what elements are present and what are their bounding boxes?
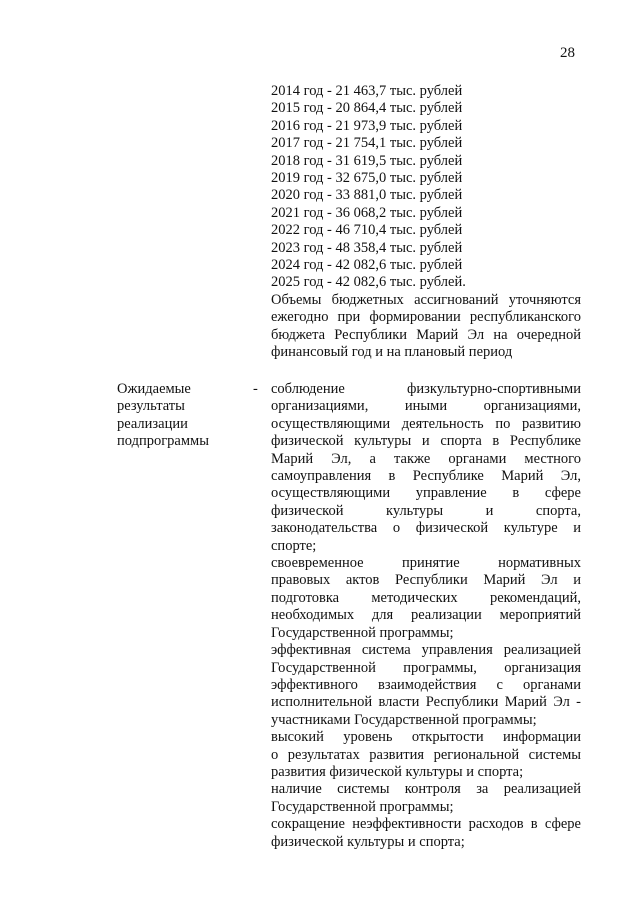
funding-note-line: ежегодно при формировании республиканского: [271, 309, 581, 326]
funding-year-line: 2016 год - 21 973,9 тыс. рублей: [271, 117, 463, 134]
funding-year-line: 2017 год - 21 754,1 тыс. рублей: [271, 135, 463, 152]
funding-year-line: 2014 год - 21 463,7 тыс. рублей: [271, 83, 463, 99]
funding-year-line: 2018 год - 31 619,5 тыс. рублей: [271, 152, 463, 169]
results-line: сокращение неэффективности расходов в сфере: [271, 816, 581, 833]
results-line: эффективная система управления реализацией: [271, 642, 581, 659]
funding-note-line: бюджета Республики Марий Эл на очередной: [271, 326, 581, 343]
funding-year-line: 2025 год - 42 082,6 тыс. рублей.: [271, 274, 466, 291]
results-line: правовых актов Республики Марий Эл и: [271, 572, 581, 589]
funding-year-line: 2019 год - 32 675,0 тыс. рублей: [271, 170, 463, 187]
results-line: эффективного взаимодействия с органами: [271, 676, 581, 693]
label-dash: -: [253, 381, 258, 397]
results-line: физической культуры и спорта в Республике: [271, 433, 581, 450]
results-line: своевременное принятие нормативных: [271, 555, 581, 572]
expected-results-text: [271, 381, 581, 851]
funding-year-line: 2021 год - 36 068,2 тыс. рублей: [271, 204, 463, 221]
results-line: осуществляющими управление в сфере: [271, 485, 581, 502]
funding-by-year: [271, 83, 581, 362]
results-line: законодательства о физической культуре и: [271, 520, 581, 537]
funding-year-line: 2022 год - 46 710,4 тыс. рублей: [271, 222, 463, 239]
results-line: подготовка методических рекомендаций,: [271, 589, 581, 606]
funding-year-line: 2023 год - 48 358,4 тыс. рублей: [271, 239, 463, 256]
label-line: реализации: [117, 415, 188, 432]
results-line: физической культуры и спорта,: [271, 502, 581, 519]
results-line: Марий Эл, а также органами местного: [271, 450, 581, 467]
funding-note-line: Объемы бюджетных ассигнований уточняются: [271, 291, 581, 308]
label-line: подпрограммы: [117, 433, 209, 450]
expected-results-label: [117, 381, 262, 451]
results-line: Государственной программы;: [271, 624, 454, 641]
results-line: осуществляющими деятельность по развитию: [271, 415, 581, 432]
results-line: наличие системы контроля за реализацией: [271, 781, 581, 798]
funding-note-line: финансовый год и на плановый период: [271, 344, 513, 361]
results-line: исполнительной власти Республики Марий Эл -: [271, 694, 581, 711]
results-line: о результатах развития региональной системы: [271, 746, 581, 763]
funding-year-line: 2015 год - 20 864,4 тыс. рублей: [271, 100, 463, 117]
funding-year-line: 2024 год - 42 082,6 тыс. рублей: [271, 257, 463, 274]
results-line: организациями, иными организациями,: [271, 398, 581, 415]
results-line: спорте;: [271, 537, 317, 554]
results-line: Государственной программы, организация: [271, 659, 581, 676]
results-line: физической культуры и спорта;: [271, 833, 465, 850]
label-line: Ожидаемые: [117, 381, 191, 397]
results-line: Государственной программы;: [271, 798, 454, 815]
results-line: высокий уровень открытости информации: [271, 729, 581, 746]
label-line: результаты: [117, 398, 185, 415]
results-line: соблюдение физкультурно-спортивными: [271, 381, 581, 397]
results-line: необходимых для реализации мероприятий: [271, 607, 581, 624]
funding-year-line: 2020 год - 33 881,0 тыс. рублей: [271, 187, 463, 204]
results-line: участниками Государственной программы;: [271, 711, 537, 728]
results-line: самоуправления в Республике Марий Эл,: [271, 468, 581, 485]
page-number: 28: [560, 45, 575, 61]
results-line: развития физической культуры и спорта;: [271, 763, 524, 780]
